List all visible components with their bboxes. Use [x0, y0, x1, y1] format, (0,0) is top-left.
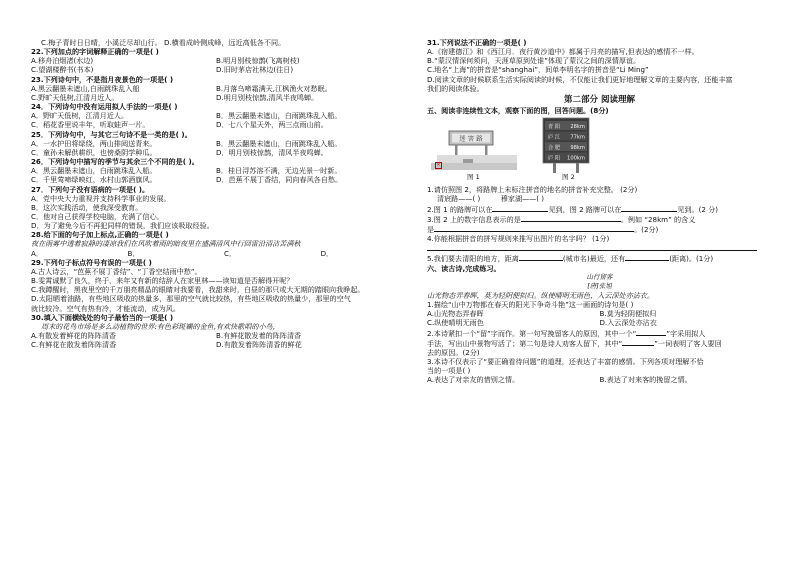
q1-text: 1.请仿照图 2，将路牌上未标注拼音的地名的拼音补充完整。 (2分) — [427, 185, 638, 195]
p2-l1-post: ”字采用拟人 — [666, 328, 706, 338]
q25-stem: 25．下列诗句中，与其它三句诗不是一类的是( )。 — [31, 129, 192, 139]
q2-mid: 见到，图 2 路牌可以在 — [548, 204, 622, 214]
q24-options-row2 — [31, 120, 401, 129]
q5-line — [427, 253, 772, 263]
q4-answer-line — [427, 243, 772, 253]
q26-option-d: D．芭蕉不展丁香结，同向春风各自愁。 — [216, 175, 343, 185]
q5-post: (距离)。(1分) — [669, 254, 714, 264]
q30-option-b: B.有鲜花散发着的阵阵清香 — [216, 331, 302, 340]
q28-handwritten-sentence: 夜在雨雾中透着寂静的凄凉我们在风吹着雨的暗夜里在盛满清风中行回雷沿清洁苦满秋 — [31, 239, 301, 249]
figure1-sign-text: 迷 害 路 — [459, 134, 483, 143]
p3-option-b: B.表达了对来客的挽留之情。 — [599, 375, 692, 385]
q31-option-a: A.《宿建德江》和《西江月．夜行黄沙道中》都属于月亮的描写,但表达的感情不一样。 — [427, 47, 699, 57]
q24-option-b: B．黑云翻墨未遮山，白雨跳珠乱入船。 — [216, 111, 342, 121]
q22-option-a: A.移舟泊烟渚(水边) — [31, 56, 94, 66]
q5-pre: 5.我们要去清阳的地方，距离 — [427, 254, 519, 264]
q5-mid: (城市名)最近，还有 — [562, 254, 626, 264]
q29-option-b: B.雯霄诚默了良久，终于，来年又有新的结辞人在家里林——读知道是否解得开呢？ — [31, 276, 294, 286]
part2-title: 第二部分 阅读理解 — [564, 94, 635, 105]
p2-l2-post: ”一词表明了客人要回 — [654, 338, 722, 348]
q26-options-row1 — [31, 166, 401, 175]
q31-option-c: C.地名“上海”的拼音是“shanghai”，间单李明名字的拼音是“Li Ming” — [427, 65, 649, 75]
q23-option-c: C.野旷天低树,江清月近人。 — [31, 92, 119, 102]
p2-blank-2[interactable] — [622, 338, 654, 346]
q29-option-d-cont: 就比较冷。空气有热有冷，才能流动，成为风。 — [31, 303, 180, 313]
q3-line2-post: 。(2分) — [634, 224, 659, 234]
p1-options-row2 — [427, 318, 772, 327]
q22-option-d: D.旧时茅店社林边(往日) — [216, 65, 294, 75]
q2-blank-2[interactable] — [621, 204, 677, 212]
left-column — [31, 38, 401, 349]
q31-stem: 31.下列说法不正确的一项是( ) — [427, 38, 527, 47]
poem-author: [唐]张旭 — [587, 281, 612, 290]
q24-options-row1 — [31, 111, 401, 120]
q3-blank-2[interactable] — [434, 224, 634, 232]
q28-stem: 28.给下面的句子加上标点,正确的一项是( ) — [31, 230, 169, 240]
figure2-place-name: 庐 江 — [548, 134, 561, 141]
q25-option-a: A．一水护田将绿绕，两山排闼送青来。 — [31, 138, 157, 148]
q27-stem: 27．下列句子没有语病的一项是( )。 — [31, 184, 150, 194]
q25-option-b: B．黑云翻墨未遮山，白雨跳珠乱入船。 — [216, 138, 342, 148]
q22-option-b: B.明月别枝惊鹊(飞离树枝) — [216, 56, 300, 66]
q22-options-row2 — [31, 65, 401, 74]
q21-options-tail: C.梅子青时日日晴，小溪泛尽却山行。 D.横看成岭侧成峰，远近高低各不同。 — [41, 38, 286, 47]
p2-line1 — [427, 328, 772, 338]
q25-options-row2 — [31, 148, 401, 157]
q3-line2-pre: 是 — [427, 224, 435, 234]
q23-options-row1 — [31, 84, 401, 93]
q28-options — [31, 249, 401, 258]
figure2-distance: 28km — [570, 124, 585, 131]
q28-option-b: B． — [127, 248, 140, 258]
figure2-distance: 98km — [570, 145, 585, 152]
q5-blank-1[interactable] — [519, 253, 563, 261]
q23-option-d: D.明月别枝惊鹊,清风半夜鸣蝉。 — [216, 92, 319, 102]
road-sign-figures — [427, 117, 772, 182]
q3-line — [427, 214, 772, 224]
q29-option-a: A.古人诗云，“芭蕉不展丁香结”、“丁香空结雨中愁”。 — [31, 266, 202, 276]
p2-l1-pre: 2.本诗紧扣一个“留”字而作。第一句写挽留客人的原因，其中一个“ — [427, 328, 637, 338]
p1-option-d: D.入云深处亦沾衣 — [599, 318, 657, 328]
q27-option-b: B．这次实践活动，使我深受教育。 — [31, 202, 143, 212]
figure2-place-name: 合 肥 — [548, 145, 561, 152]
p1-option-b: B.莫为轻阴便拟归 — [599, 309, 657, 319]
q2-blank-1[interactable] — [492, 204, 548, 212]
figure2-place-name: 庐 阳 — [548, 155, 561, 162]
poem-text: 山光物态弄春晖，莫为轻阴便拟归。纵使晴明无雨色，入云深处亦沾衣。 — [427, 290, 654, 300]
q27-option-a: A．党中央大力重视并支持科学事业的发展。 — [31, 193, 171, 203]
q23-option-b: B.月落乌啼霜满天,江枫渔火对愁眠。 — [216, 83, 332, 93]
q23-options-row2 — [31, 93, 401, 102]
p3-options-row1 — [427, 375, 772, 384]
q3-mid: 。例如 “28km” 的含义 — [620, 214, 696, 224]
p2-line3: 去的原因。(2分) — [427, 347, 480, 357]
q30-option-a: A.有散发着鲜花的阵阵清香 — [31, 331, 117, 340]
p3-option-a: A.表达了对亲友的惜别之情。 — [427, 375, 520, 385]
q22-option-c: C.望湖楼醉书(书本) — [31, 65, 94, 75]
q2-post: 见到。(2 分) — [677, 204, 719, 214]
p1-option-a: A.山光物态弄春晖 — [427, 309, 484, 319]
q28-option-a: A． — [31, 248, 43, 258]
p2-line2 — [427, 338, 772, 348]
q1-subs — [427, 194, 772, 203]
q25-options-row1 — [31, 139, 401, 148]
q23-option-a: A.黑云翻墨未遮山,白雨跳珠乱入船 — [31, 83, 140, 93]
q30-stem: 30.填入下面横线处的句子最恰当的一项是( ) — [31, 312, 174, 322]
q26-stem: 26．下列诗句中描写的季节与其余三个不同的是( )。 — [31, 157, 199, 167]
q27-option-d: D．为了避免今后不再犯同样的错误，我们应该吸取经验。 — [31, 221, 214, 231]
section5-heading: 五、阅读非连续性文本，观察下面的图，回答问题。(8分) — [427, 106, 609, 116]
q30-handwritten-sentence: 周末的花鸟市场是多么动植物的世界:有色彩斑斓的金鱼,有欢快歌唱的小鸟, — [41, 321, 275, 331]
q29-option-c: C.我蹲醒时，黑夜里空的千万朋亮精晶的眼睛对我要看，我甜来时，白昼的那只或大无期的踏眼向我睁起。 — [31, 285, 365, 295]
figure1-caption: 图 1 — [467, 173, 480, 182]
q24-stem: 24．下列诗句中没有运用拟人手法的一项是( ) — [31, 102, 178, 112]
q25-option-d: D．明月别枝惊鹊，清风半夜鸣蝉。 — [216, 147, 328, 157]
q5-blank-2[interactable] — [625, 253, 669, 261]
figure2-distance: 77km — [570, 134, 585, 141]
q22-options-row1 — [31, 56, 401, 65]
poem-title: 山行留客 — [586, 272, 613, 281]
q22-stem: 22.下列加点的字词解释正确的一项是( ) — [31, 47, 159, 57]
p3-line1: 3.本诗不仅表示了“要正确看待问题”的道理，还表达了丰富的感情。下列各项对理解不恰 — [427, 357, 704, 367]
q2-pre: 2.图 1 的路牌可以在 — [427, 204, 493, 214]
q28-option-d: D． — [320, 248, 334, 258]
q26-option-c: C．千里莺啼绿映红，水村山郭酒旗风。 — [31, 175, 157, 185]
q30-options-row2 — [31, 340, 401, 349]
figure2-distance-sign — [541, 117, 591, 173]
q31-option-d-cont: 我们的阅读体验。 — [427, 83, 484, 93]
q31-option-b: B.“蒙汉情深何须问，天涯草原到处谁”体现了蒙汉之间的深情厚谊。 — [427, 56, 641, 66]
p2-blank-1[interactable] — [636, 328, 666, 336]
section6-heading: 六、读古诗,完成练习。 — [427, 263, 501, 273]
p1-options-row1 — [427, 309, 772, 318]
figure1-street-sign — [429, 117, 519, 173]
q29-option-d: D.太阳晒着油路，有些地区吸收的热量多，那里的空气就比较热，有些地区吸收的热量少，那里的空气 — [31, 294, 351, 304]
q3-pre: 3.图 2 上的数字信息表示的是 — [427, 214, 521, 224]
q23-stem: 23.下列诗句中，不是指月夜景色的一项是( ) — [31, 74, 174, 84]
q30-option-d: D.有散发着阵阵清香的鲜花 — [216, 340, 302, 350]
q24-option-c: C．稻花香里说丰年，听取蛙声一片。 — [31, 120, 150, 130]
q1-sub-b: 穆家湖——( ) — [500, 194, 545, 204]
q27-option-c: C．他对自己获得学校电脑，充满了信心。 — [31, 211, 164, 221]
q29-stem: 29.下列句子标点符号有误的一项是( ) — [31, 257, 152, 267]
figure2-caption: 图 2 — [562, 173, 575, 182]
p1-option-c: C.纵使晴明无雨色 — [427, 318, 484, 328]
q26-option-b: B．桂日浔苏溶不满，无边光景一时新。 — [216, 166, 342, 176]
q25-option-c: C．童孙未解供耕织，也傍桑阴学种瓜。 — [31, 147, 157, 157]
q1-sub-a: 清宸路——( ) — [437, 194, 481, 204]
right-column — [427, 38, 772, 385]
q30-option-c: C.有鲜花在散发着阵阵清香 — [31, 340, 117, 350]
q3-blank-1[interactable] — [521, 214, 621, 222]
q2-line — [427, 204, 772, 214]
q30-options-row1 — [31, 331, 401, 340]
p3-line2: 当的一项是( ) — [427, 366, 471, 376]
p2-l2-pre: 手法，写出山中景物写活了；第二句是诗人劝客人留下，其中“ — [427, 338, 623, 348]
q28-option-c: C． — [223, 248, 237, 258]
figure2-place-name: 青 阳 — [548, 124, 561, 131]
q24-option-d: D．七八个星天外，两三点雨山前。 — [216, 120, 328, 130]
q3-line2 — [427, 224, 772, 234]
figure2-distance: 100km — [567, 155, 585, 162]
p1-stem: 1.描绘“山中万物都在春天的阳光下争奇斗艳”这一画面的诗句是( ) — [427, 300, 634, 310]
q26-options-row2 — [31, 175, 401, 184]
q31-option-d: D.阅读文章的时候联系生活实际阅读的时候，不仅能让我们更好地理解文章的主要内容，还能丰富 — [427, 74, 733, 84]
q26-option-a: A．黑云翻墨未遮山，白雨跳珠乱入船。 — [31, 166, 157, 176]
q24-option-a: A．野旷天低树，江清月近人。 — [31, 111, 129, 121]
q4-blank[interactable] — [427, 243, 757, 251]
broken-image-icon: × — [436, 162, 441, 169]
q4-text: 4.你能根据拼音的拼写规则来推写出图片的名字吗？ (1分) — [427, 234, 610, 244]
